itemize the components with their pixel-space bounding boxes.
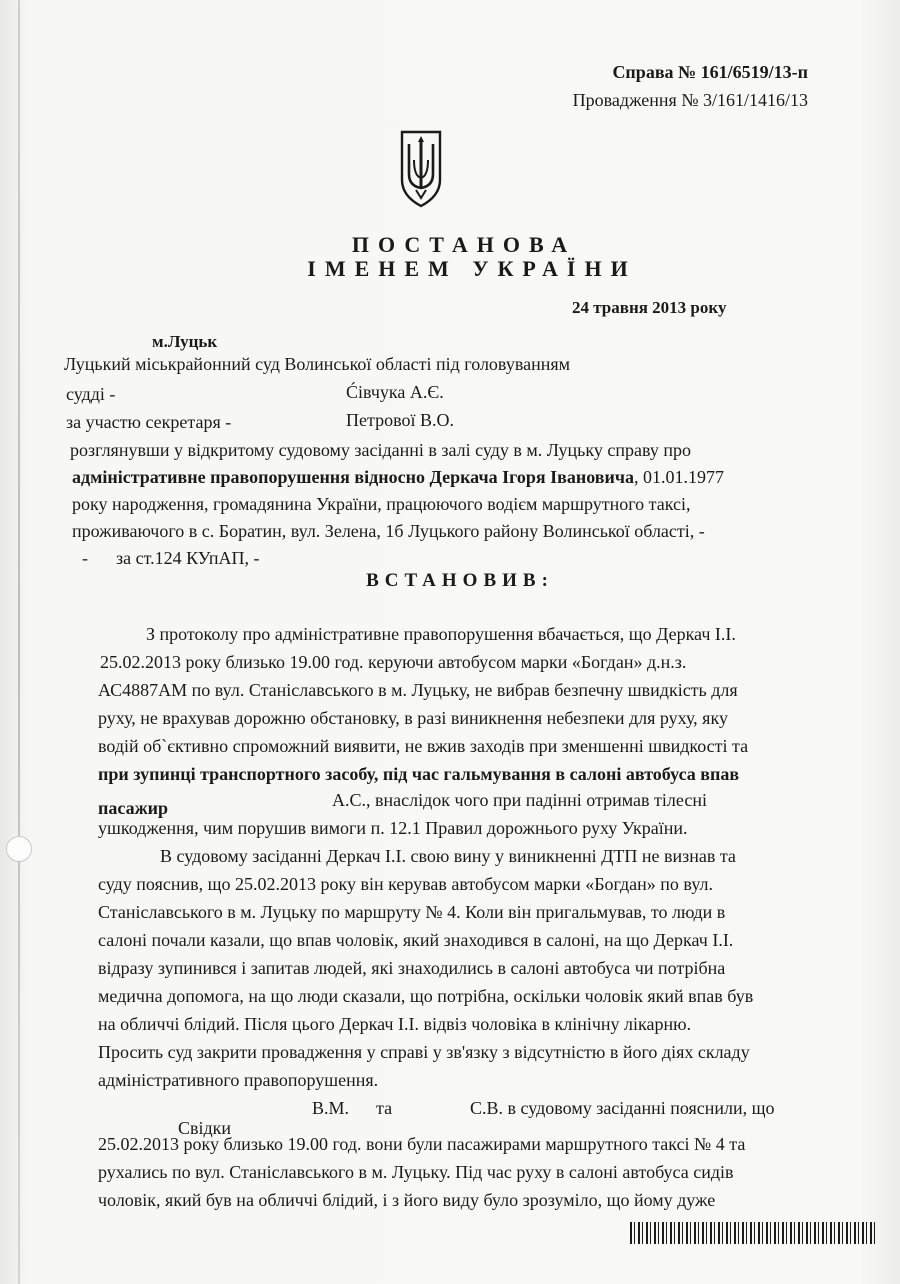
defendant-birthdate: , 01.01.1977 xyxy=(634,467,724,487)
punch-hole xyxy=(6,836,32,862)
body-line-4: руху, не врахував дорожню обстановку, в разі виникнення небезпеки для руху, яку xyxy=(98,708,728,728)
intro-line-4 xyxy=(70,440,830,461)
intro-line-8: за ст.124 КУпАП, - xyxy=(116,548,260,568)
intro-line-6: року народження, громадянина України, працюючого водієм маршрутного таксі, xyxy=(72,494,691,514)
body-line-9: В судовому засіданні Деркач І.І. свою вину у виникненні ДТП не визнав та xyxy=(160,846,736,866)
witnesses-label: Свідки xyxy=(178,1118,232,1138)
document-date: 24 травня 2013 року xyxy=(572,298,727,317)
body-line-8: ушкодження, чим порушив вимоги п. 12.1 Правил дорожнього руху України. xyxy=(98,818,688,838)
body-line-11: Станіславського в м. Луцьку по маршруту № 4. Коли він пригальмував, то люди в xyxy=(98,902,726,922)
secretary-name: Петрової В.О. xyxy=(346,410,454,430)
secretary-label: за участю секретаря - xyxy=(66,412,232,432)
intro-line-5 xyxy=(72,467,724,488)
intro-line-7: проживаючого в с. Боратин, вул. Зелена, 1б Луцького району Волинської області, - xyxy=(72,521,705,541)
intro-text-bold-a: адміністративне правопорушення відносно xyxy=(72,467,425,487)
body-line-13: відразу зупинився і запитав людей, які знаходились в салоні автобуса чи потрібна xyxy=(98,958,726,978)
body-line-12: салоні почали казали, що впав чоловік, який знаходився в салоні, на що Деркач І.І. xyxy=(98,930,734,950)
body-line-16: Просить суд закрити провадження у справі у зв'язку з відсутністю в його діях складу xyxy=(98,1042,750,1062)
witness-name-1: В.М. xyxy=(312,1098,350,1118)
case-number: Справа № 161/6519/13-п xyxy=(612,62,808,82)
page-fold-line xyxy=(18,0,20,1284)
barcode xyxy=(630,1222,878,1244)
body-line-10: суду пояснив, що 25.02.2013 року він керував автобусом марки «Богдан» по вул. xyxy=(98,874,714,894)
body-line-6: при зупинці транспортного засобу, під час гальмування в салоні автобуса впав xyxy=(98,764,740,784)
body-line-1: З протоколу про адміністративне правопорушення вбачається, що Деркач І.І. xyxy=(146,624,736,644)
body-line-3: АС4887АМ по вул. Станіславського в м. Луцьку, не вибрав безпечну швидкість для xyxy=(98,680,738,700)
defendant-name: Деркача Ігоря Івановича xyxy=(429,467,634,487)
proceeding-number: Провадження № 3/161/1416/13 xyxy=(572,90,808,110)
body-line-21: рухались по вул. Станіславського в м. Луцьку. Під час руху в салоні автобуса сидів xyxy=(98,1162,734,1182)
body-line-7a: пасажир xyxy=(98,798,169,818)
court-line: Луцький міськрайонний суд Волинської області під головуванням xyxy=(64,354,571,374)
intro-line-8-dash: - xyxy=(82,548,88,568)
document-subtitle: ІМЕНЕМ УКРАЇНИ xyxy=(307,256,637,281)
witness-conjunction: та xyxy=(376,1098,393,1118)
body-line-17: адміністративного правопорушення. xyxy=(98,1070,379,1090)
body-line-5: водій об`єктивно спроможний виявити, не вжив заходів при зменшенні швидкості та xyxy=(98,736,749,756)
body-line-2: 25.02.2013 року близько 19.00 год. керуючи автобусом марки «Богдан» д.н.з. xyxy=(100,652,687,672)
body-line-18: С.В. в судовому засіданні пояснили, що xyxy=(470,1098,775,1118)
judge-name: Ćівчука А.Є. xyxy=(346,382,444,402)
body-line-14: медична допомога, на що люди сказали, що потрібна, оскільки чоловік який впав був xyxy=(98,986,754,1006)
body-line-22: чоловік, який був на обличчі блідий, і з його виду було зрозуміло, що йому дуже xyxy=(98,1190,716,1210)
document-title: ПОСТАНОВА xyxy=(351,232,577,257)
judge-label: судді - xyxy=(66,384,116,404)
body-line-20: 25.02.2013 року близько 19.00 год. вони були пасажирами маршрутного таксі № 4 та xyxy=(98,1134,746,1154)
body-line-15: на обличчі блідий. Після цього Деркач І.І. відвіз чоловіка в клінічну лікарню. xyxy=(98,1014,692,1034)
document-city: м.Луцьк xyxy=(152,332,218,351)
body-line-7b: А.С., внаслідок чого при падінні отримав тілесні xyxy=(332,790,707,810)
section-heading: ВСТАНОВИВ: xyxy=(366,570,554,591)
trident-coat-of-arms-icon xyxy=(398,130,444,208)
intro-text: розглянувши у відкритому судовому засіданні в залі суду в м. Луцьку справу про xyxy=(70,440,692,460)
